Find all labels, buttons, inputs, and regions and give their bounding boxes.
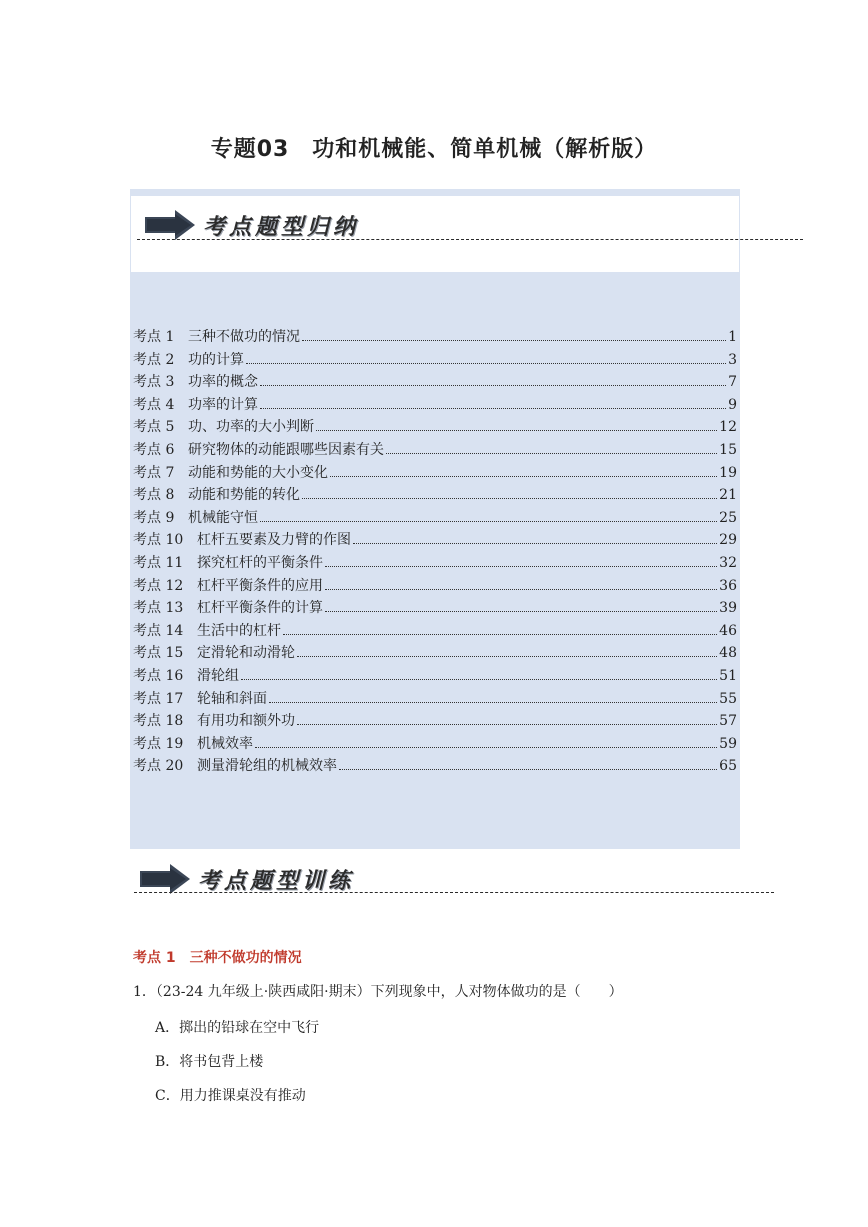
- toc-entry-label: 测量滑轮组的机械效率: [197, 758, 337, 775]
- toc-entry-number: 考点 13: [133, 600, 184, 617]
- toc-dot-leader: [283, 633, 717, 635]
- toc-entry-label: 功的计算: [188, 351, 244, 368]
- toc-entry[interactable]: [133, 529, 737, 552]
- toc-dot-leader: [325, 610, 717, 612]
- toc-entry-label: 功、功率的大小判断: [188, 419, 314, 436]
- toc-entry-page: 9: [728, 396, 737, 413]
- toc-entry-number: 考点 15: [133, 645, 184, 662]
- toc-entry[interactable]: [133, 462, 737, 485]
- toc-entry-page: 65: [719, 758, 737, 775]
- toc-entry-label: 生活中的杠杆: [197, 622, 281, 639]
- section-title: 三种不做功的情况: [189, 950, 302, 966]
- training-divider: [134, 892, 774, 893]
- arrow-icon: [140, 864, 190, 894]
- toc-entry-page: 32: [719, 554, 737, 571]
- toc-entry[interactable]: [133, 597, 737, 620]
- toc-entry-label: 机械能守恒: [188, 509, 258, 526]
- toc-entry-number: 考点 7: [133, 464, 175, 481]
- toc-dot-leader: [353, 542, 717, 544]
- toc-entry[interactable]: [133, 620, 737, 643]
- toc-entry-page: 25: [719, 509, 737, 526]
- toc-entry-number: 考点 10: [133, 532, 184, 549]
- toc-entry-label: 机械效率: [197, 735, 253, 752]
- toc-entry[interactable]: [133, 733, 737, 756]
- toc-entry[interactable]: [133, 710, 737, 733]
- toc-entry-number: 考点 6: [133, 441, 175, 458]
- toc-entry-label: 功率的计算: [188, 396, 258, 413]
- toc-entry[interactable]: [133, 349, 737, 372]
- toc-entry[interactable]: [133, 371, 737, 394]
- toc-dot-leader: [269, 701, 717, 703]
- toc-entry-number: 考点 8: [133, 487, 175, 504]
- toc-entry-page: 21: [719, 487, 737, 504]
- toc-dot-leader: [339, 768, 717, 770]
- toc-entry-label: 杠杆平衡条件的应用: [197, 577, 323, 594]
- toc-entry-label: 有用功和额外功: [197, 713, 295, 730]
- toc-dot-leader: [260, 407, 726, 409]
- toc-entry-page: 57: [719, 713, 737, 730]
- toc-entry-number: 考点 19: [133, 735, 184, 752]
- toc-entry-label: 定滑轮和动滑轮: [197, 645, 295, 662]
- toc-entry-page: 51: [719, 667, 737, 684]
- toc-entry[interactable]: [133, 665, 737, 688]
- toc-entry-number: 考点 5: [133, 419, 175, 436]
- document-title: 专题03 功和机械能、简单机械（解析版）: [210, 137, 658, 162]
- option-b: B．将书包背上楼: [155, 1054, 264, 1070]
- option-a: A．掷出的铅球在空中飞行: [155, 1020, 320, 1036]
- toc-entry[interactable]: [133, 575, 737, 598]
- toc-dot-leader: [316, 429, 717, 431]
- toc-dot-leader: [330, 475, 717, 477]
- toc-entry[interactable]: [133, 326, 737, 349]
- toc-dot-leader: [297, 655, 717, 657]
- toc-entry-label: 动能和势能的大小变化: [188, 464, 328, 481]
- toc-entry[interactable]: [133, 439, 737, 462]
- toc-entry-number: 考点 2: [133, 351, 175, 368]
- toc-entry-number: 考点 4: [133, 396, 175, 413]
- section-number: 考点 1: [133, 950, 176, 966]
- toc-entry-label: 探究杠杆的平衡条件: [197, 554, 323, 571]
- toc-entry-number: 考点 18: [133, 713, 184, 730]
- toc-entry-page: 7: [728, 374, 737, 391]
- toc-entry-page: 1: [728, 329, 737, 345]
- toc-dot-leader: [255, 746, 717, 748]
- toc-entry[interactable]: [133, 642, 737, 665]
- toc-entry-page: 59: [719, 735, 737, 752]
- toc-entry-number: 考点 1: [133, 329, 175, 345]
- toc-entry-page: 55: [719, 690, 737, 707]
- toc-entry-page: 48: [719, 645, 737, 662]
- option-c: C．用力推课桌没有推动: [155, 1088, 306, 1104]
- toc-entry[interactable]: [133, 394, 737, 417]
- toc-entry[interactable]: [133, 484, 737, 507]
- training-banner-text: 考点题型训练: [198, 869, 355, 894]
- summary-banner-text: 考点题型归纳: [203, 215, 360, 240]
- toc-entry-label: 功率的概念: [188, 374, 258, 391]
- toc-entry[interactable]: [133, 507, 737, 530]
- toc-entry-page: 46: [719, 622, 737, 639]
- toc-entry-number: 考点 12: [133, 577, 184, 594]
- toc-entry-page: 36: [719, 577, 737, 594]
- toc-dot-leader: [241, 678, 717, 680]
- summary-banner: [145, 208, 565, 248]
- toc-entry[interactable]: [133, 755, 737, 778]
- toc-entry-label: 三种不做功的情况: [188, 329, 300, 345]
- toc-dot-leader: [325, 588, 717, 590]
- toc-entry-number: 考点 3: [133, 374, 175, 391]
- question-stem: 1．（23-24 九年级上·陕西咸阳·期末）下列现象中，人对物体做功的是（ ）: [133, 984, 623, 1000]
- arrow-icon: [145, 210, 195, 240]
- toc-entry-page: 12: [719, 419, 737, 436]
- toc-entry-number: 考点 17: [133, 690, 184, 707]
- toc-dot-leader: [302, 339, 726, 341]
- toc-entry-label: 杠杆五要素及力臂的作图: [197, 532, 351, 549]
- toc-entry-page: 19: [719, 464, 737, 481]
- summary-divider: [137, 239, 803, 240]
- toc-entry[interactable]: [133, 688, 737, 711]
- training-banner: [140, 862, 560, 902]
- toc-dot-leader: [260, 384, 726, 386]
- toc-dot-leader: [386, 452, 717, 454]
- toc-entry-label: 杠杆平衡条件的计算: [197, 600, 323, 617]
- table-of-contents: [133, 326, 737, 778]
- toc-entry[interactable]: [133, 416, 737, 439]
- toc-dot-leader: [246, 362, 726, 364]
- toc-entry-page: 29: [719, 532, 737, 549]
- toc-entry-number: 考点 14: [133, 622, 184, 639]
- toc-entry-page: 15: [719, 441, 737, 458]
- toc-entry-number: 考点 9: [133, 509, 175, 526]
- toc-dot-leader: [297, 723, 717, 725]
- toc-entry-page: 39: [719, 600, 737, 617]
- toc-entry-label: 研究物体的动能跟哪些因素有关: [188, 441, 384, 458]
- toc-entry-number: 考点 16: [133, 667, 184, 684]
- toc-entry-number: 考点 20: [133, 758, 184, 775]
- toc-entry-label: 轮轴和斜面: [197, 690, 267, 707]
- toc-dot-leader: [325, 565, 717, 567]
- toc-dot-leader: [302, 497, 717, 499]
- toc-entry-number: 考点 11: [133, 554, 184, 571]
- toc-entry[interactable]: [133, 552, 737, 575]
- section-heading: [133, 947, 302, 967]
- toc-dot-leader: [260, 520, 717, 522]
- toc-entry-label: 滑轮组: [197, 667, 239, 684]
- toc-entry-page: 3: [728, 351, 737, 368]
- toc-entry-label: 动能和势能的转化: [188, 487, 300, 504]
